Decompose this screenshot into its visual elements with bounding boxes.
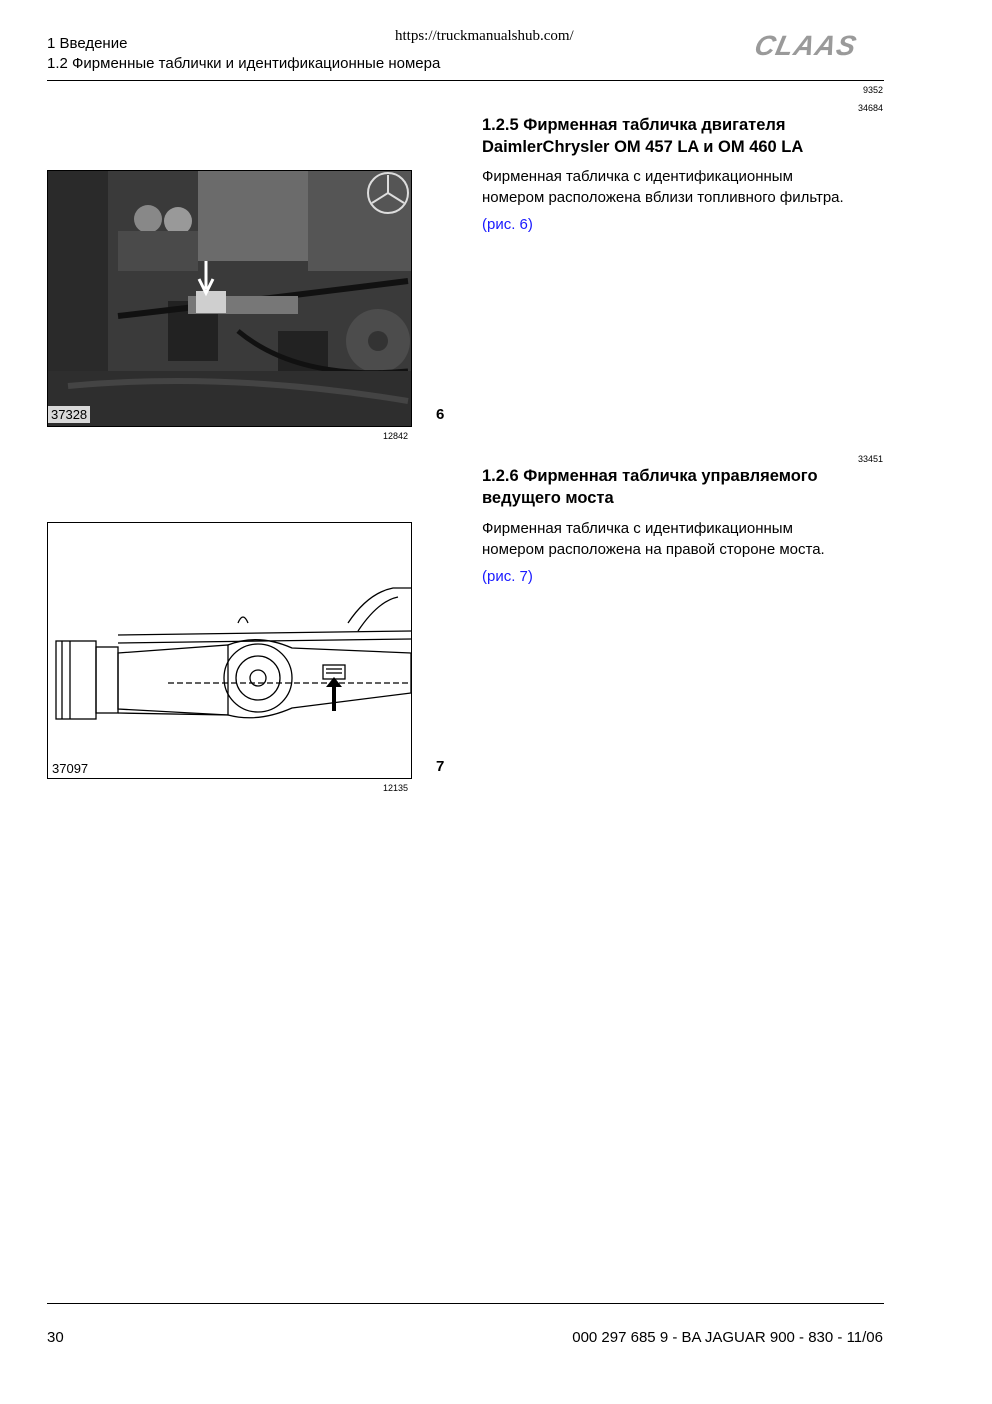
header-rule [47,80,884,81]
ref-code: 33451 [857,454,883,464]
paragraph-line: Фирменная табличка с идентификационным [482,168,793,185]
figure-7-number: 7 [436,758,445,775]
section-heading-line1: 1.2.6 Фирменная табличка управляемого [482,467,818,485]
ref-code: 9352 [862,85,883,95]
page-number: 30 [47,1329,64,1346]
claas-logo: CLAAS [751,30,860,61]
figure-6-label: 37328 [48,406,90,423]
document-id: 000 297 685 9 - BA JAGUAR 900 - 830 - 11/06 [572,1329,883,1346]
engine-photo [48,171,411,426]
ref-code: 34684 [857,103,883,113]
section-heading-line1: 1.2.5 Фирменная табличка двигателя [482,116,786,134]
figure-7-link[interactable]: (рис. 7) [482,568,533,585]
figure-6-image [47,170,412,427]
section-heading-line2: ведущего моста [482,489,614,507]
figure-6-number: 6 [436,406,445,423]
section-title: 1.2 Фирменные таблички и идентификационные номера [47,55,441,72]
paragraph-line: номером расположена вблизи топливного фильтра. [482,189,844,206]
paragraph-line: Фирменная табличка с идентификационным [482,520,793,537]
axle-drawing [48,523,411,778]
section-heading-line2: DaimlerChrysler OM 457 LA и OM 460 LA [482,138,804,156]
figure-code: 12842 [382,431,408,441]
figure-code: 12135 [382,783,408,793]
figure-7-label: 37097 [52,761,89,776]
paragraph-line: номером расположена на правой стороне моста. [482,541,825,558]
footer-rule [47,1303,884,1304]
figure-7-image [47,522,412,779]
source-url[interactable]: https://truckmanualshub.com/ [395,28,574,44]
figure-6-link[interactable]: (рис. 6) [482,216,533,233]
chapter-title: 1 Введение [47,35,128,52]
